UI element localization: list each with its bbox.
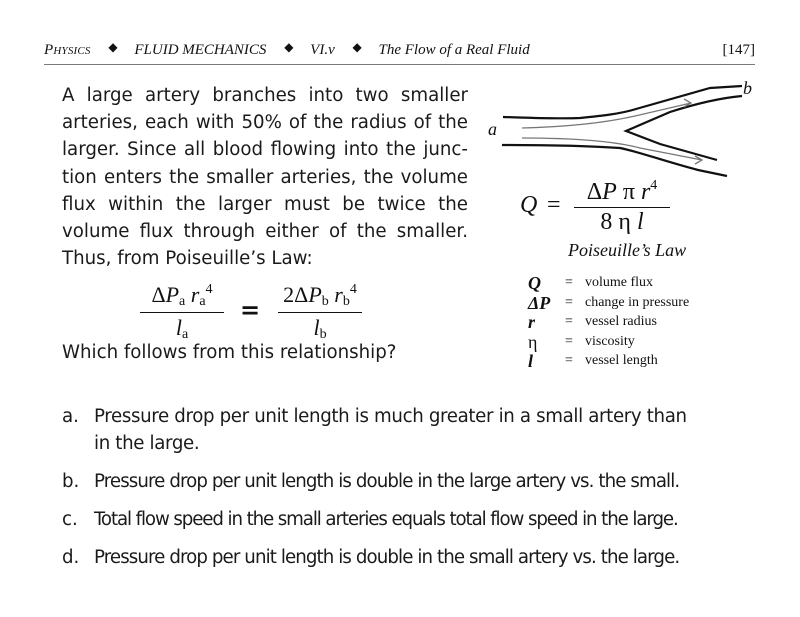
question-prompt: Which follows from this relationship? bbox=[62, 342, 397, 363]
answer-options bbox=[62, 403, 752, 582]
breadcrumb-section: FLUID MECHANICS bbox=[134, 42, 267, 58]
diagram-label-a: a bbox=[488, 119, 497, 139]
option-letter: d. bbox=[62, 547, 80, 568]
artery-branch-illustration bbox=[480, 76, 770, 186]
legend-equals: = bbox=[565, 294, 573, 310]
intro-line: A large artery branches into two smaller bbox=[62, 85, 468, 106]
option-letter: a. bbox=[62, 406, 79, 427]
law-denominator: 8 η l bbox=[600, 209, 644, 235]
law-equals: = bbox=[547, 192, 561, 218]
page-number: [147] bbox=[722, 42, 755, 58]
legend-symbol: η bbox=[528, 331, 538, 352]
legend-equals: = bbox=[565, 333, 573, 349]
intro-line: tion enters the smaller arteries, the volume bbox=[62, 166, 468, 188]
intro-line: volume flux through either of the smaller. bbox=[62, 221, 468, 243]
option-text-continued: in the large. bbox=[94, 433, 200, 454]
legend-symbol: r bbox=[528, 312, 536, 332]
intro-paragraph bbox=[62, 82, 468, 272]
intro-line: flux within the larger must be twice the bbox=[62, 193, 468, 215]
legend-symbol: l bbox=[528, 351, 534, 371]
breadcrumb-subject: Physics bbox=[44, 42, 91, 58]
left-numerator: $\Delta P_a$ $r_a^4$ bbox=[151, 282, 213, 309]
option-text: Pressure drop per unit length is double in the large artery vs. the small. bbox=[94, 471, 680, 492]
law-fraction bbox=[574, 178, 670, 236]
legend-equals: = bbox=[565, 314, 573, 329]
legend-equals: = bbox=[565, 353, 573, 368]
law-numerator: ΔP π $r^4$ bbox=[586, 178, 658, 205]
right-denominator: $l_b$ bbox=[313, 315, 327, 342]
poiseuille-ratio-equation bbox=[140, 282, 370, 340]
intro-line: larger. Since all blood flowing into the junc- bbox=[62, 139, 468, 161]
header-divider bbox=[44, 64, 755, 65]
left-denominator: $l_a$ bbox=[175, 315, 189, 342]
legend-equals: = bbox=[565, 275, 573, 290]
legend-description: change in pressure bbox=[585, 294, 690, 310]
poiseuille-law-formula bbox=[520, 178, 720, 238]
diagram-label-b: b bbox=[743, 78, 752, 98]
artery-branch-diagram bbox=[480, 76, 770, 186]
bullet-separator-icon: ◆ bbox=[352, 40, 362, 54]
option-a[interactable] bbox=[62, 403, 752, 457]
running-header bbox=[44, 42, 755, 64]
bullet-separator-icon: ◆ bbox=[284, 40, 294, 54]
option-d[interactable] bbox=[62, 544, 752, 571]
legend-description: viscosity bbox=[585, 333, 635, 349]
option-letter: b. bbox=[62, 471, 80, 492]
intro-line: Thus, from Poiseuille’s Law: bbox=[62, 248, 313, 270]
bullet-separator-icon: ◆ bbox=[108, 40, 118, 54]
breadcrumb-topic: The Flow of a Real Fluid bbox=[378, 42, 530, 58]
law-lhs: Q bbox=[520, 192, 538, 218]
option-text: Total flow speed in the small arteries equals total flow speed in the large. bbox=[94, 509, 678, 530]
legend-symbol: Q bbox=[528, 273, 541, 293]
equals-sign: = bbox=[240, 296, 261, 324]
legend-symbol: ΔP bbox=[528, 292, 551, 313]
option-c[interactable] bbox=[62, 506, 752, 533]
right-numerator: $2\Delta P_b$ $r_b^4$ bbox=[283, 282, 357, 309]
option-letter: c. bbox=[62, 509, 78, 530]
breadcrumb bbox=[44, 42, 530, 59]
right-fraction bbox=[278, 282, 362, 343]
breadcrumb-chapter: VI.v bbox=[310, 42, 335, 58]
law-caption: Poiseuille’s Law bbox=[568, 240, 687, 260]
legend-description: vessel radius bbox=[585, 314, 657, 329]
intro-line: arteries, each with 50% of the radius of the bbox=[62, 112, 468, 134]
left-fraction bbox=[140, 282, 224, 343]
option-text: Pressure drop per unit length is double in the small artery vs. the large. bbox=[94, 547, 680, 568]
legend-description: volume flux bbox=[585, 275, 654, 290]
legend-description: vessel length bbox=[585, 353, 658, 368]
option-b[interactable] bbox=[62, 468, 752, 495]
option-text: Pressure drop per unit length is much greater in a small artery than bbox=[94, 406, 687, 427]
